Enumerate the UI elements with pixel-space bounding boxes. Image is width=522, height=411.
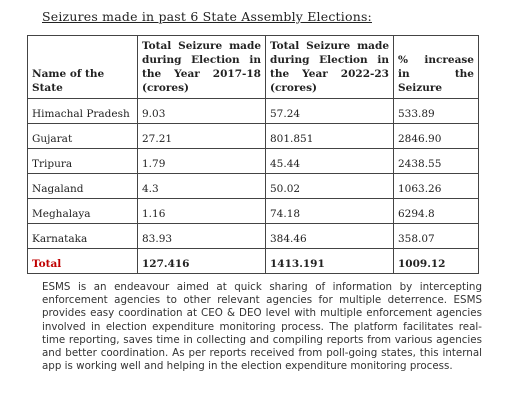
seizure-2022-23: 801.851 — [266, 124, 394, 149]
seizure-2022-23: 57.24 — [266, 99, 394, 124]
seizure-2022-23: 50.02 — [266, 174, 394, 199]
total-seizure-2022-23: 1413.191 — [266, 249, 394, 274]
seizure-2017-18: 9.03 — [138, 99, 266, 124]
seizure-2017-18: 1.79 — [138, 149, 266, 174]
total-row — [28, 249, 479, 274]
seizure-2017-18: 83.93 — [138, 224, 266, 249]
state-name: Gujarat — [28, 124, 138, 149]
total-percent-increase: 1009.12 — [394, 249, 479, 274]
state-name: Tripura — [28, 149, 138, 174]
table-row — [28, 124, 479, 149]
seizure-2017-18: 4.3 — [138, 174, 266, 199]
table-row — [28, 224, 479, 249]
seizure-2022-23: 74.18 — [266, 199, 394, 224]
percent-increase: 2846.90 — [394, 124, 479, 149]
header-seizure-2017-18: Total Seizure made during Election in the Year 2017-18 (crores) — [138, 36, 266, 99]
header-increase: % increase in the Seizure — [394, 36, 479, 99]
percent-increase: 358.07 — [394, 224, 479, 249]
esms-description: ESMS is an endeavour aimed at quick sharing of information by intercepting enforcement agencies to other relevant agencies for multiple deterrence. ESMS provides easy coordination at CEO & DEO level with multiple enforcement agencies involved in election expenditure monitoring process. The platform facilitates real-time reporting, saves time in collecting and compiling reports from various agencies and better coordination. As per reports received from poll-going states, this internal app is working well and helping in the election expenditure monitoring process. — [42, 281, 482, 373]
total-label: Total — [28, 249, 138, 274]
total-seizure-2017-18: 127.416 — [138, 249, 266, 274]
seizure-2022-23: 45.44 — [266, 149, 394, 174]
state-name: Karnataka — [28, 224, 138, 249]
percent-increase: 6294.8 — [394, 199, 479, 224]
table-row — [28, 174, 479, 199]
seizure-2022-23: 384.46 — [266, 224, 394, 249]
percent-increase: 1063.26 — [394, 174, 479, 199]
table-row — [28, 99, 479, 124]
table-row — [28, 149, 479, 174]
state-name: Himachal Pradesh — [28, 99, 138, 124]
percent-increase: 2438.55 — [394, 149, 479, 174]
seizure-2017-18: 1.16 — [138, 199, 266, 224]
header-state: Name of the State — [28, 36, 138, 99]
state-name: Nagaland — [28, 174, 138, 199]
header-seizure-2022-23: Total Seizure made during Election in the Year 2022-23 (crores) — [266, 36, 394, 99]
section-heading: Seizures made in past 6 State Assembly Elections: — [42, 9, 372, 24]
table-header-row — [28, 36, 479, 99]
seizure-2017-18: 27.21 — [138, 124, 266, 149]
state-name: Meghalaya — [28, 199, 138, 224]
percent-increase: 533.89 — [394, 99, 479, 124]
seizures-table — [27, 35, 479, 274]
table-row — [28, 199, 479, 224]
